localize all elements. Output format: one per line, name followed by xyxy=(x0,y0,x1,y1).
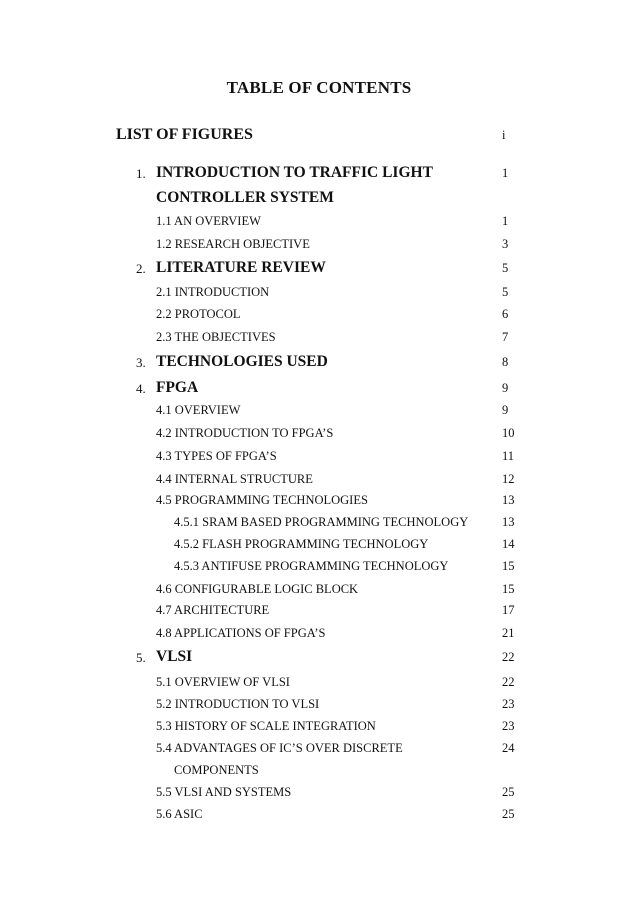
page-number: 23 xyxy=(502,697,515,711)
section-title: 5.1 OVERVIEW OF VLSI xyxy=(156,675,290,689)
section-title: 4.6 CONFIGURABLE LOGIC BLOCK xyxy=(156,582,359,596)
chapter-title: LITERATURE REVIEW xyxy=(156,259,326,276)
chapter-number: 3. xyxy=(136,355,146,370)
toc-row xyxy=(0,785,638,807)
page-number: 23 xyxy=(502,719,515,733)
page-number: 9 xyxy=(502,403,509,417)
chapter-number: 2. xyxy=(136,261,146,276)
toc-row xyxy=(0,763,638,785)
toc-row xyxy=(0,259,638,281)
chapter-title: FPGA xyxy=(156,379,199,396)
toc-row xyxy=(0,515,638,537)
toc-row xyxy=(0,807,638,829)
list-of-figures-page: i xyxy=(502,128,506,142)
section-title: 4.4 INTERNAL STRUCTURE xyxy=(156,472,313,486)
page-number: 11 xyxy=(502,449,515,463)
page-number: 24 xyxy=(502,741,515,755)
page-number: 17 xyxy=(502,603,515,617)
toc-row xyxy=(0,697,638,719)
section-title: COMPONENTS xyxy=(174,763,259,777)
section-title: 1.2 RESEARCH OBJECTIVE xyxy=(156,237,310,251)
toc-row xyxy=(0,472,638,494)
toc-row xyxy=(0,741,638,763)
page-number: 12 xyxy=(502,472,515,486)
page-number: 9 xyxy=(502,381,509,395)
chapter-title: INTRODUCTION TO TRAFFIC LIGHT xyxy=(156,164,433,181)
toc-row xyxy=(0,719,638,741)
toc-row xyxy=(0,537,638,559)
toc-row xyxy=(0,449,638,471)
page-number: 15 xyxy=(502,582,515,596)
section-title: 2.1 INTRODUCTION xyxy=(156,285,270,299)
section-title: 1.1 AN OVERVIEW xyxy=(156,214,261,228)
toc-row xyxy=(0,603,638,625)
page-number: 3 xyxy=(502,237,509,251)
page-number: 15 xyxy=(502,559,515,573)
chapter-number: 1. xyxy=(136,166,146,181)
section-title: 4.5 PROGRAMMING TECHNOLOGIES xyxy=(156,493,368,507)
page-number: 13 xyxy=(502,515,515,529)
section-title: 4.7 ARCHITECTURE xyxy=(156,603,270,617)
toc-row xyxy=(0,214,638,236)
toc-row xyxy=(0,626,638,648)
toc-row xyxy=(0,675,638,697)
section-title: 5.2 INTRODUCTION TO VLSI xyxy=(156,697,320,711)
toc-row xyxy=(0,426,638,448)
toc-row xyxy=(0,307,638,329)
chapter-number: 5. xyxy=(136,650,146,665)
chapter-title: TECHNOLOGIES USED xyxy=(156,353,328,370)
section-title: 2.3 THE OBJECTIVES xyxy=(156,330,276,344)
toc-row xyxy=(0,493,638,515)
page-number: 14 xyxy=(502,537,515,551)
section-title: 4.1 OVERVIEW xyxy=(156,403,241,417)
page-number: 1 xyxy=(502,166,509,180)
section-title: 4.5.3 ANTIFUSE PROGRAMMING TECHNOLOGY xyxy=(174,559,449,573)
section-title: 5.5 VLSI AND SYSTEMS xyxy=(156,785,292,799)
section-title: 5.6 ASIC xyxy=(156,807,203,821)
page-number: 13 xyxy=(502,493,515,507)
toc-row xyxy=(0,285,638,307)
toc-row xyxy=(0,189,638,211)
chapter-number: 4. xyxy=(136,381,146,396)
page-number: 8 xyxy=(502,355,509,369)
page-number: 22 xyxy=(502,650,515,664)
page-number: 25 xyxy=(502,785,515,799)
list-of-figures-label: LIST OF FIGURES xyxy=(116,126,253,143)
section-title: 5.3 HISTORY OF SCALE INTEGRATION xyxy=(156,719,376,733)
page-number: 22 xyxy=(502,675,515,689)
page-number: 5 xyxy=(502,285,509,299)
section-title: 4.5.1 SRAM BASED PROGRAMMING TECHNOLOGY xyxy=(174,515,469,529)
toc-row xyxy=(0,330,638,352)
toc-row xyxy=(0,559,638,581)
section-title: 4.3 TYPES OF FPGA’S xyxy=(156,449,277,463)
page-number: 21 xyxy=(502,626,515,640)
toc-row xyxy=(0,582,638,604)
toc-row xyxy=(0,164,638,186)
chapter-title: VLSI xyxy=(156,648,193,665)
chapter-title: CONTROLLER SYSTEM xyxy=(156,189,334,206)
section-title: 4.2 INTRODUCTION TO FPGA’S xyxy=(156,426,334,440)
toc-row xyxy=(0,353,638,375)
section-title: 2.2 PROTOCOL xyxy=(156,307,241,321)
page-number: 25 xyxy=(502,807,515,821)
page-number: 7 xyxy=(502,330,509,344)
toc-row xyxy=(0,403,638,425)
page-number: 6 xyxy=(502,307,509,321)
page-number: 5 xyxy=(502,261,509,275)
toc-row xyxy=(0,648,638,670)
page-number: 1 xyxy=(502,214,509,228)
toc-row-list-of-figures xyxy=(0,126,638,148)
page-number: 10 xyxy=(502,426,515,440)
toc-row xyxy=(0,379,638,401)
section-title: 5.4 ADVANTAGES OF IC’S OVER DISCRETE xyxy=(156,741,403,755)
page-title: TABLE OF CONTENTS xyxy=(226,78,412,97)
section-title: 4.8 APPLICATIONS OF FPGA’S xyxy=(156,626,326,640)
section-title: 4.5.2 FLASH PROGRAMMING TECHNOLOGY xyxy=(174,537,429,551)
toc-row xyxy=(0,237,638,259)
